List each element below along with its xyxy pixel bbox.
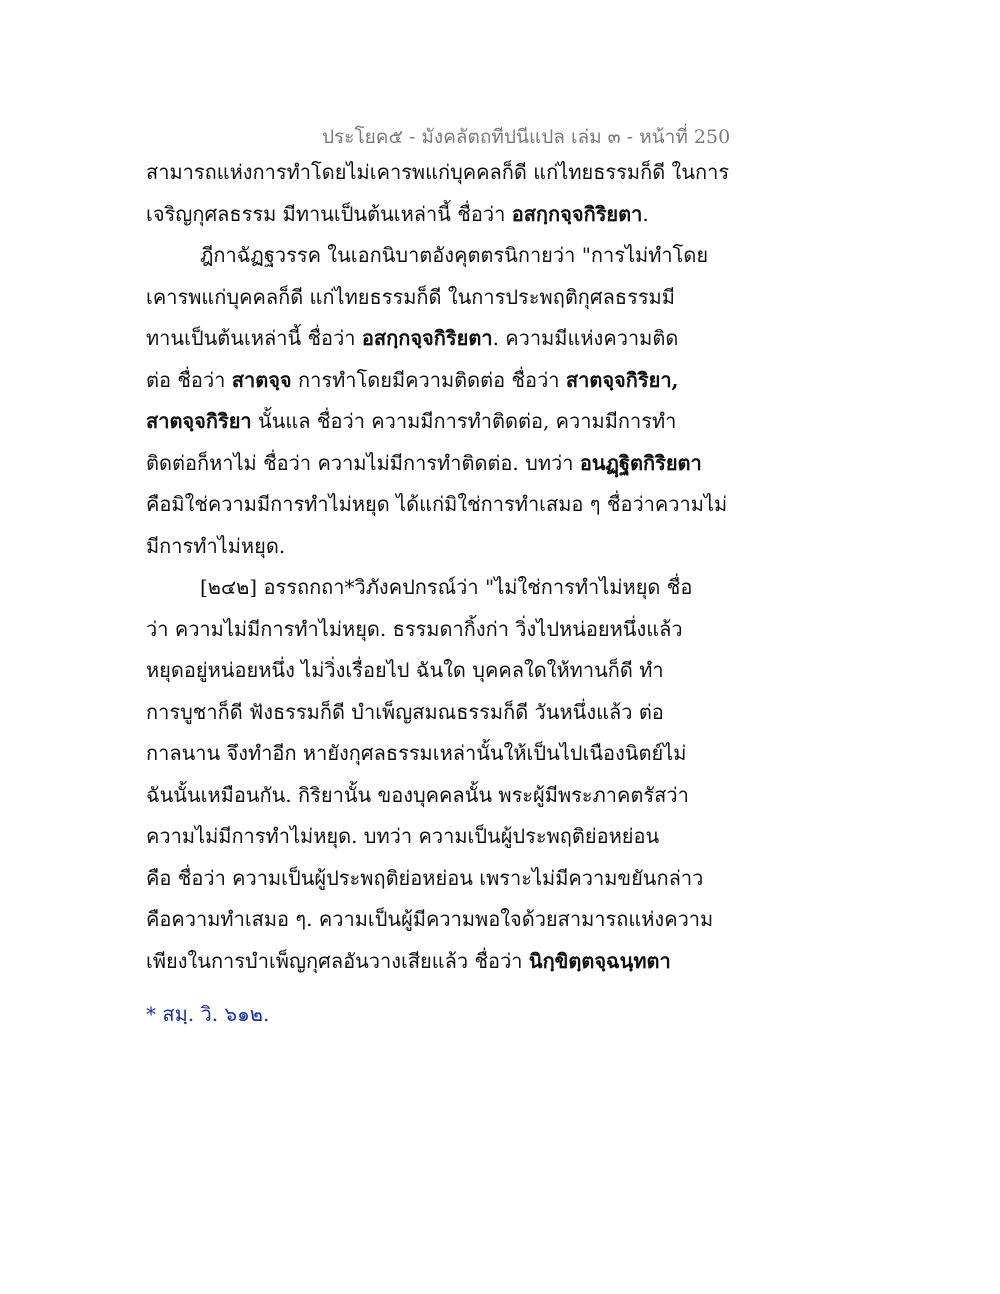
text-line-paragraph-start: ฎีกาฉัฏฐวรรค ในเอกนิบาตอังคุตตรนิกายว่า "การไม่ทำโดย: [200, 243, 709, 267]
running-header: ประโยค๕ - มังคลัตถทีปนีแปล เล่ม ๓ - หน้าที่ 250: [322, 126, 731, 148]
text-line: คือความทำเสมอ ๆ. ความเป็นผู้มีความพอใจด้วยสามารถแห่งความ: [146, 907, 714, 931]
text-line: คือมิใช่ความมีการทำไม่หยุด ได้แก่มิใช่การทำเสมอ ๆ ชื่อว่าความไม่: [146, 492, 728, 516]
term-bold: สาตจฺจกิริยา,: [565, 367, 679, 392]
footnote: * สมฺ. วิ. ๖๑๒.: [146, 1002, 270, 1026]
text-line-paragraph-start: [๒๔๒] อรรถกถา*วิภังคปกรณ์ว่า "ไม่ใช่การทำไม่หยุด ชื่อ: [200, 575, 693, 599]
text-line: การบูชาก็ดี ฟังธรรมก็ดี บำเพ็ญสมณธรรมก็ดี วันหนึ่งแล้ว ต่อ: [146, 699, 664, 724]
text-line: ติดต่อก็หาไม่ ชื่อว่า ความไม่มีการทำติดต่อ. บทว่า อนฏฺฐิตกิริยตา: [146, 450, 702, 475]
body-text: [146, 152, 730, 982]
text-line: สาตจฺจกิริยา นั้นแล ชื่อว่า ความมีการทำติดต่อ, ความมีการทำ: [146, 409, 677, 433]
text-line: ว่า ความไม่มีการทำไม่หยุด. ธรรมดากิ้งก่า วิ่งไปหน่อยหนึ่งแล้ว: [146, 616, 683, 641]
text-line: เจริญกุศลธรรม มีทานเป็นต้นเหล่านี้ ชื่อว่า อสกฺกจฺจกิริยตา.: [146, 201, 649, 226]
text-line: หยุดอยู่หน่อยหนึ่ง ไม่วิ่งเรื่อยไป ฉันใด บุคคลใดให้ทานก็ดี ทำ: [146, 658, 664, 682]
text-line: เคารพแก่บุคคลก็ดี แก่ไทยธรรมก็ดี ในการประพฤติกุศลธรรมมี: [146, 284, 675, 309]
term-bold: นิกฺขิตฺตจฺฉนฺทตา: [528, 948, 671, 973]
term-bold: อนฏฺฐิตกิริยตา: [579, 450, 702, 475]
term-bold: สาตจฺจกิริยา: [146, 409, 252, 433]
term-bold: อสกฺกจฺจกิริยตา: [361, 326, 493, 350]
text-line: ฉันนั้นเหมือนกัน. กิริยานั้น ของบุคคลนั้น พระผู้มีพระภาคตรัสว่า: [146, 782, 689, 807]
text-line: ต่อ ชื่อว่า สาตจฺจ การทำโดยมีความติดต่อ ชื่อว่า สาตจฺจกิริยา,: [146, 367, 679, 392]
text-line: มีการทำไม่หยุด.: [146, 533, 286, 558]
text-line: กาลนาน จึงทำอีก หายังกุศลธรรมเหล่านั้นให้เป็นไปเนืองนิตย์ไม่: [146, 741, 687, 765]
text-line: ทานเป็นต้นเหล่านี้ ชื่อว่า อสกฺกจฺจกิริยตา. ความมีแห่งความติด: [146, 326, 679, 350]
term-bold: อสกฺกจฺจกิริยตา: [511, 201, 643, 226]
text-line: คือ ชื่อว่า ความเป็นผู้ประพฤติย่อหย่อน เพราะไม่มีความขยันกล่าว: [146, 865, 704, 890]
text-line: เพียงในการบำเพ็ญกุศลอันวางเสียแล้ว ชื่อว่า นิกฺขิตฺตจฺฉนฺทตา: [146, 948, 671, 973]
term-bold: สาตจฺจ: [231, 367, 292, 392]
text-line: สามารถแห่งการทำโดยไม่เคารพแก่บุคคลก็ดี แก่ไทยธรรมก็ดี ในการ: [146, 160, 730, 184]
text-line: ความไม่มีการทำไม่หยุด. บทว่า ความเป็นผู้ประพฤติย่อหย่อน: [146, 824, 660, 848]
